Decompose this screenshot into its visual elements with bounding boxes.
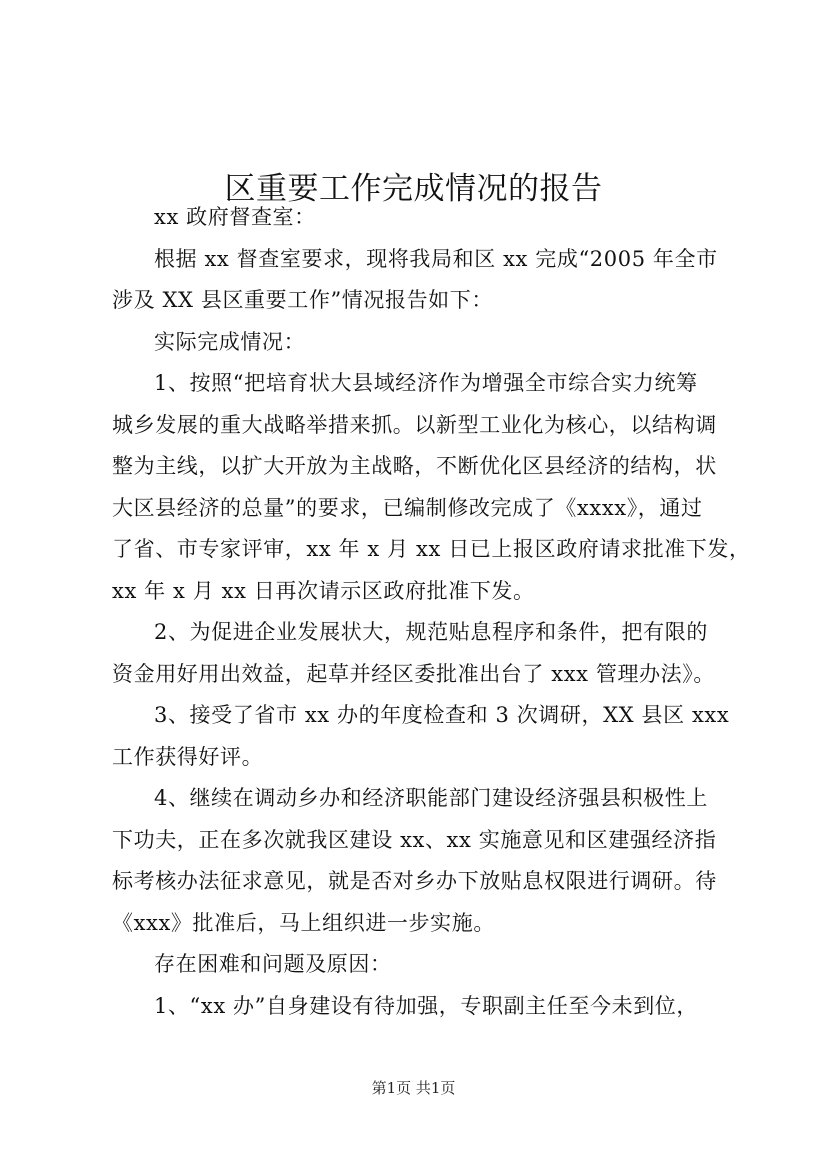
text-line: 实际完成情况： bbox=[154, 329, 306, 354]
text-line: 大区县经济的总量”的要求，已编制修改完成了《xxxx》，通过 bbox=[112, 495, 703, 520]
paragraph bbox=[112, 612, 724, 695]
text-line: xx 政府督查室： bbox=[154, 205, 316, 229]
text-line: 《xxx》批准后，马上组织进一步实施。 bbox=[112, 910, 495, 935]
document-body bbox=[112, 197, 751, 1027]
text-line: 涉及 XX 县区重要工作”情况报告如下： bbox=[112, 288, 493, 312]
paragraph bbox=[112, 778, 724, 944]
text-line: 标考核办法征求意见，就是否对乡办下放贴息权限进行调研。待 bbox=[112, 869, 717, 893]
text-line: 3、接受了省市 xx 办的年度检查和 3 次调研，XX 县区 xxx bbox=[154, 703, 730, 727]
paragraph bbox=[112, 197, 724, 239]
text-line: 1、“xx 办”自身建设有待加强，专职副主任至今未到位， bbox=[154, 993, 698, 1018]
document-title: 区重要工作完成情况的报告 bbox=[224, 170, 603, 207]
text-line: xx 年 x 月 xx 日再次请示区政府批准下发。 bbox=[112, 578, 535, 603]
text-line: 存在困难和问题及原因： bbox=[154, 952, 392, 976]
paragraph bbox=[112, 363, 751, 612]
text-line: 了省、市专家评审，xx 年 x 月 xx 日已上报区政府请求批准下发， bbox=[112, 537, 751, 561]
paragraph bbox=[112, 239, 724, 322]
text-line: 1、按照“把培育状大县域经济作为增强全市综合实力统筹 bbox=[154, 371, 698, 395]
text-line: 2、为促进企业发展状大，规范贴息程序和条件，把有限的 bbox=[154, 620, 708, 644]
text-line: 城乡发展的重大战略举措来抓。以新型工业化为核心，以结构调 bbox=[112, 412, 717, 437]
text-line: 根据 xx 督查室要求，现将我局和区 xx 完成“2005 年全市 bbox=[154, 246, 718, 271]
paragraph bbox=[112, 695, 730, 778]
text-line: 资金用好用出效益，起草并经区委批准出台了 xxx 管理办法》。 bbox=[112, 661, 715, 686]
text-line: 整为主线，以扩大开放为主战略，不断优化区县经济的结构，状 bbox=[112, 454, 717, 478]
text-line: 下功夫，正在多次就我区建设 xx、xx 实施意见和区建强经济指 bbox=[112, 827, 717, 852]
text-line: 4、继续在调动乡办和经济职能部门建设经济强县积极性上 bbox=[154, 786, 708, 810]
text-line: 工作获得好评。 bbox=[112, 744, 264, 769]
paragraph bbox=[112, 322, 724, 364]
page-footer: 第1页 共1页 bbox=[371, 1079, 456, 1097]
paragraph bbox=[112, 944, 724, 986]
paragraph bbox=[112, 986, 724, 1028]
